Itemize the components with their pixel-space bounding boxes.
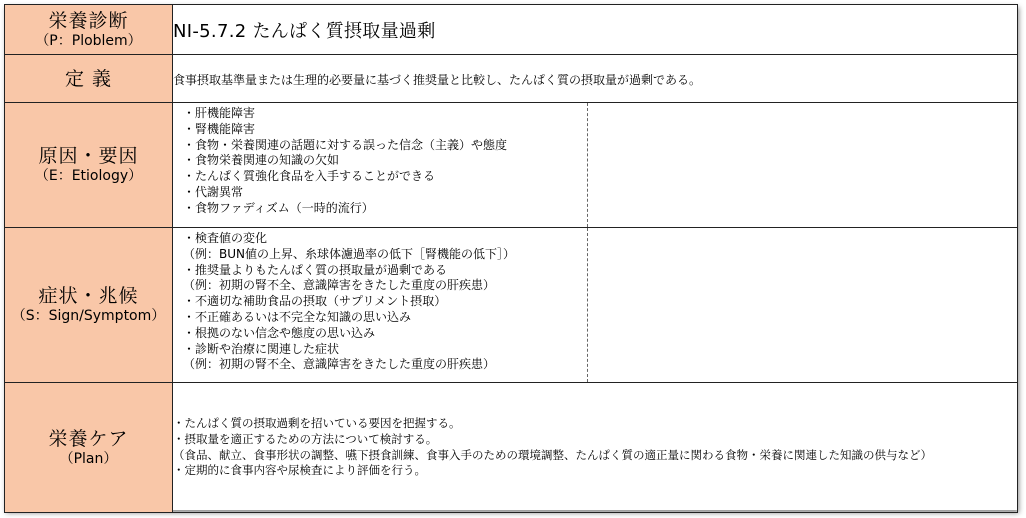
etiology-title: 原因・要因 [38,145,139,167]
definition-value: 食事摂取基準量または生理的必要量に基づく推奨量と比較し、たんぱく質の摂取量が過剰である。 [173,72,702,87]
plan-title: 栄養ケア [48,427,129,450]
row-plan [5,383,1018,513]
list-item: ・推奨量よりもたんぱく質の摂取量が過剰である [183,262,448,277]
nutrition-diagnosis-sheet [4,4,1017,510]
list-item: （食品、献立、食事形状の調整、嚥下摂食訓練、食事入手のための環境調整、たんぱく質の適正量に関わる食物・栄養に関連した知識の供与など） [173,447,932,462]
diagnosis-header [5,5,173,55]
definition-header [5,55,173,103]
row-definition [5,55,1018,103]
row-symptom [5,228,1018,383]
etiology-header [5,103,173,228]
symptom-notes-area [587,228,1017,382]
symptom-list [173,228,587,382]
list-item: ・腎機能障害 [183,121,256,136]
list-item: ・肝機能障害 [183,106,256,120]
symptom-header [5,228,173,383]
row-etiology [5,103,1018,228]
etiology-cell [173,103,1018,228]
symptom-subtitle: （S：Sign/Symptom） [11,308,166,324]
list-item: ・不適切な補助食品の摂取（サプリメント摂取） [183,294,447,309]
list-item: （例：初期の腎不全、意識障害をきたした重度の肝疾患） [183,357,496,372]
plan-subtitle: （Plan） [59,450,118,467]
etiology-list [173,103,587,227]
diagnosis-table [4,4,1018,513]
list-item: ・たんぱく質の摂取過剰を招いている要因を把握する。 [173,415,461,430]
list-item: （例：BUN値の上昇、糸球体濾過率の低下［腎機能の低下］） [183,246,515,261]
diagnosis-title: 栄養診断 [48,9,129,32]
list-item: ・診断や治療に関連した症状 [183,341,340,356]
list-item: ・食物ファディズム（一時的流行） [183,200,374,215]
list-item: ・食物栄養関連の知識の欠如 [183,153,340,168]
list-item: ・たんぱく質強化食品を入手することができる [183,169,436,184]
etiology-notes-area [587,103,1017,227]
list-item: ・不正確あるいは不完全な知識の思い込み [183,309,412,324]
plan-cell [173,383,1018,513]
list-item: （例：初期の腎不全、意識障害をきたした重度の肝疾患） [183,278,496,293]
list-item: ・定期的に食事内容や尿検査により評価を行う。 [173,463,426,478]
symptom-title: 症状・兆候 [38,285,139,307]
definition-title: 定 義 [64,67,113,90]
list-item: ・摂取量を適正するための方法について検討する。 [173,431,438,446]
symptom-split [173,228,1017,382]
list-item: ・検査値の変化 [183,231,268,245]
diagnosis-cell [173,5,1018,55]
list-item: ・代謝異常 [183,184,244,199]
etiology-split [173,103,1017,227]
symptom-cell [173,228,1018,383]
plan-header [5,383,173,513]
diagnosis-subtitle: （P：Ploblem） [35,32,142,49]
definition-cell [173,55,1018,103]
list-item: ・食物・栄養関連の話題に対する誤った信念（主義）や態度 [183,137,508,152]
etiology-subtitle: （E：Etiology） [34,168,143,184]
diagnosis-value: NI-5.7.2 たんぱく質摂取量過剰 [173,20,436,42]
row-diagnosis [5,5,1018,55]
list-item: ・根拠のない信念や態度の思い込み [183,325,376,340]
